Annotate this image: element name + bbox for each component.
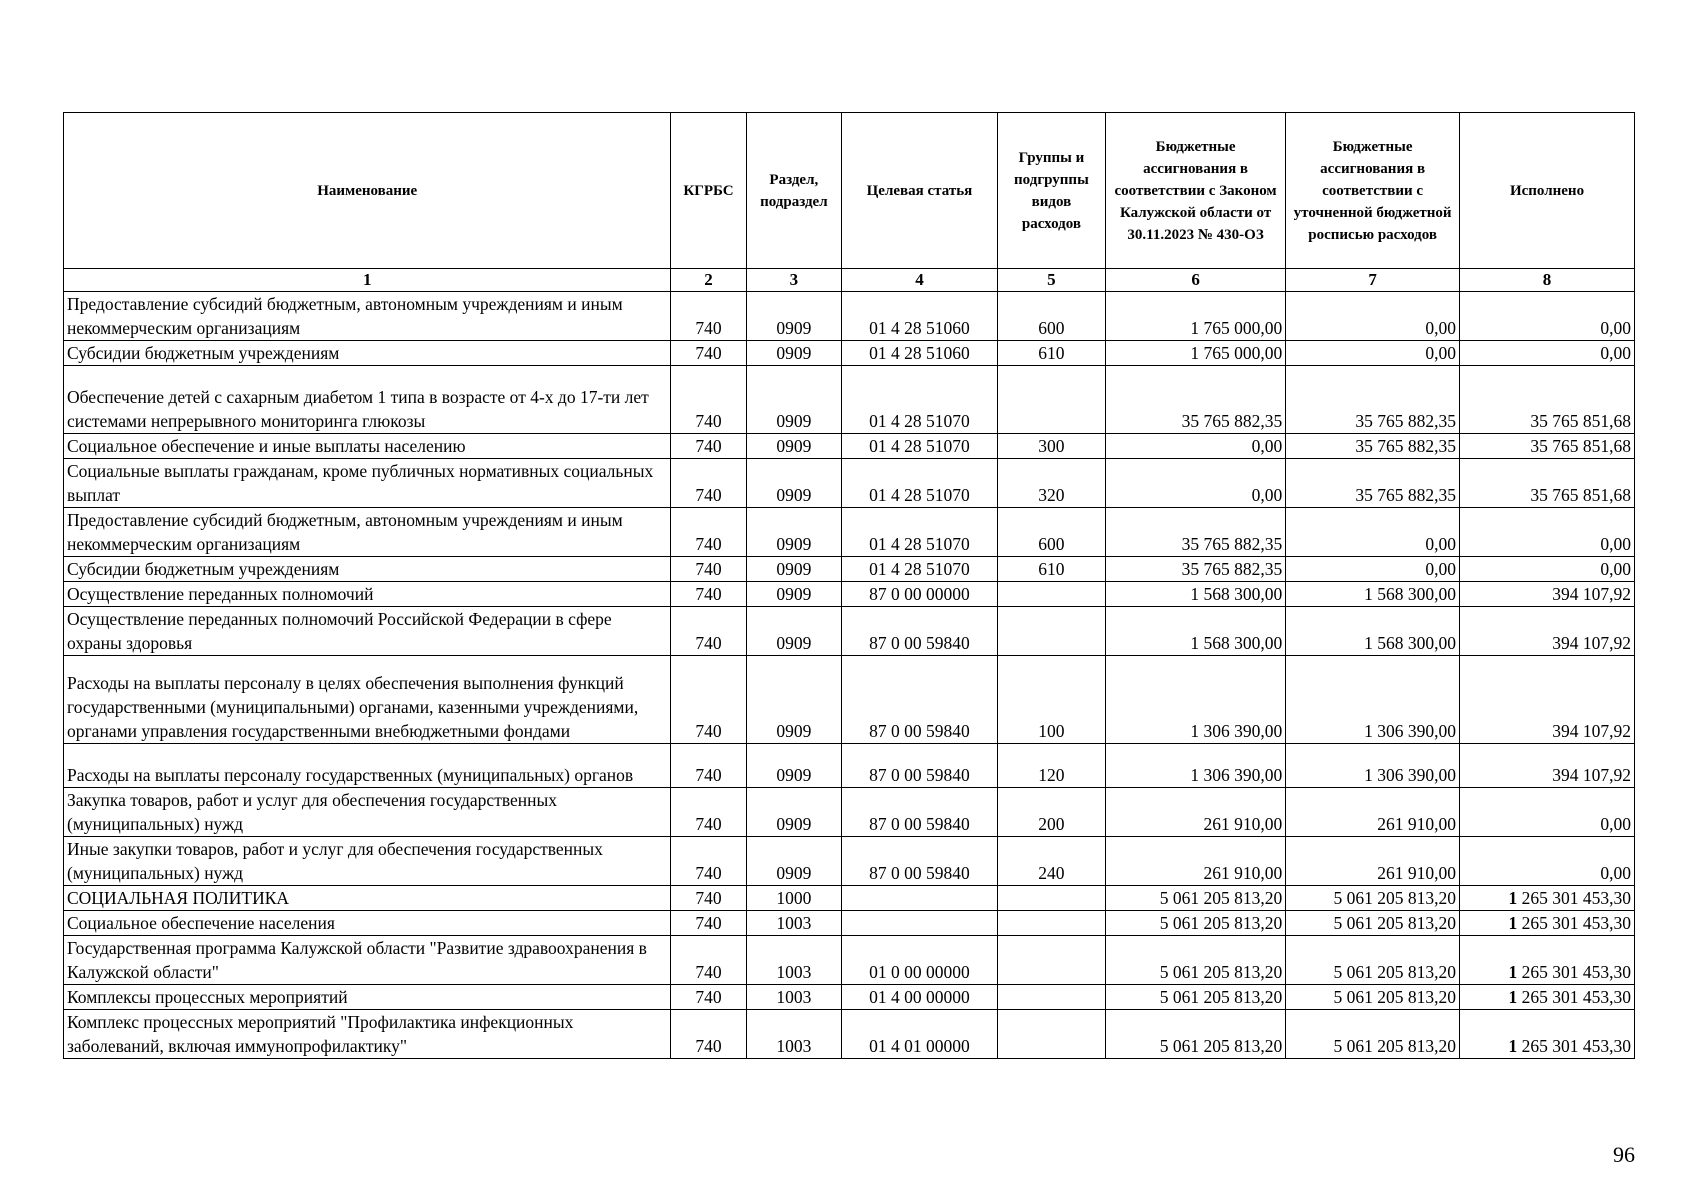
row-razdel-cell: 1003 <box>746 911 841 936</box>
row-razdel-cell: 0909 <box>746 582 841 607</box>
row-adjusted-allocation-cell: 5 061 205 813,20 <box>1286 1010 1460 1059</box>
row-razdel-cell: 1003 <box>746 1010 841 1059</box>
row-adjusted-allocation-cell: 35 765 882,35 <box>1286 459 1460 508</box>
row-razdel-cell: 1000 <box>746 886 841 911</box>
row-expense-group-cell <box>997 886 1105 911</box>
row-name-cell: Предоставление субсидий бюджетным, автономным учреждениям и иным некоммерческим организациям <box>64 292 671 341</box>
row-kgrbs-cell: 740 <box>671 557 746 582</box>
row-expense-group-cell: 240 <box>997 837 1105 886</box>
row-razdel-cell: 0909 <box>746 837 841 886</box>
row-law-allocation-cell: 35 765 882,35 <box>1105 557 1285 582</box>
row-kgrbs-cell: 740 <box>671 607 746 656</box>
row-executed-cell: 35 765 851,68 <box>1460 366 1635 434</box>
row-target-article-cell: 87 0 00 59840 <box>842 656 998 744</box>
row-adjusted-allocation-cell: 261 910,00 <box>1286 837 1460 886</box>
row-adjusted-allocation-cell: 0,00 <box>1286 557 1460 582</box>
row-expense-group-cell <box>997 607 1105 656</box>
row-expense-group-cell <box>997 366 1105 434</box>
row-expense-group-cell <box>997 911 1105 936</box>
row-executed-cell: 0,00 <box>1460 292 1635 341</box>
row-target-article-cell: 01 4 28 51070 <box>842 557 998 582</box>
header-law-allocations: Бюджетные ассигнования в соответствии с Законом Калужской области от 30.11.2023 № 430-ОЗ <box>1105 113 1285 269</box>
header-razdel: Раздел, подраздел <box>746 113 841 269</box>
row-executed-cell: 0,00 <box>1460 837 1635 886</box>
row-name-cell: Комплекс процессных мероприятий "Профилактика инфекционных заболеваний, включая иммунопрофилактику" <box>64 1010 671 1059</box>
column-number-row <box>64 269 1635 292</box>
row-law-allocation-cell: 5 061 205 813,20 <box>1105 1010 1285 1059</box>
row-kgrbs-cell: 740 <box>671 788 746 837</box>
row-adjusted-allocation-cell: 0,00 <box>1286 508 1460 557</box>
row-law-allocation-cell: 261 910,00 <box>1105 837 1285 886</box>
row-kgrbs-cell: 740 <box>671 292 746 341</box>
row-adjusted-allocation-cell: 1 306 390,00 <box>1286 744 1460 788</box>
header-executed: Исполнено <box>1460 113 1635 269</box>
row-target-article-cell: 87 0 00 59840 <box>842 744 998 788</box>
row-law-allocation-cell: 0,00 <box>1105 434 1285 459</box>
row-law-allocation-cell: 5 061 205 813,20 <box>1105 911 1285 936</box>
row-target-article-cell: 01 4 28 51070 <box>842 508 998 557</box>
row-name-cell: Иные закупки товаров, работ и услуг для обеспечения государственных (муниципальных) нужд <box>64 837 671 886</box>
row-law-allocation-cell: 1 568 300,00 <box>1105 607 1285 656</box>
table-row <box>64 744 1635 788</box>
row-razdel-cell: 0909 <box>746 434 841 459</box>
row-adjusted-allocation-cell: 5 061 205 813,20 <box>1286 886 1460 911</box>
column-number: 1 <box>64 269 671 292</box>
table-row <box>64 886 1635 911</box>
row-executed-cell: 394 107,92 <box>1460 582 1635 607</box>
column-number: 6 <box>1105 269 1285 292</box>
column-number: 4 <box>842 269 998 292</box>
row-law-allocation-cell: 5 061 205 813,20 <box>1105 985 1285 1010</box>
header-kgrbs: КГРБС <box>671 113 746 269</box>
row-expense-group-cell: 120 <box>997 744 1105 788</box>
budget-table <box>63 112 1635 1059</box>
row-target-article-cell <box>842 911 998 936</box>
table-row <box>64 341 1635 366</box>
row-adjusted-allocation-cell: 0,00 <box>1286 292 1460 341</box>
row-name-cell: Субсидии бюджетным учреждениям <box>64 341 671 366</box>
row-target-article-cell: 01 4 00 00000 <box>842 985 998 1010</box>
header-name: Наименование <box>64 113 671 269</box>
row-kgrbs-cell: 740 <box>671 837 746 886</box>
row-law-allocation-cell: 1 306 390,00 <box>1105 656 1285 744</box>
row-executed-cell: 1 265 301 453,30 <box>1460 936 1635 985</box>
row-razdel-cell: 0909 <box>746 459 841 508</box>
row-name-cell: Осуществление переданных полномочий Российской Федерации в сфере охраны здоровья <box>64 607 671 656</box>
row-name-cell: Обеспечение детей с сахарным диабетом 1 типа в возрасте от 4-х до 17-ти лет системами непрерывного мониторинга глюкозы <box>64 366 671 434</box>
row-law-allocation-cell: 261 910,00 <box>1105 788 1285 837</box>
row-kgrbs-cell: 740 <box>671 341 746 366</box>
row-adjusted-allocation-cell: 261 910,00 <box>1286 788 1460 837</box>
row-kgrbs-cell: 740 <box>671 656 746 744</box>
row-target-article-cell: 87 0 00 00000 <box>842 582 998 607</box>
row-razdel-cell: 0909 <box>746 341 841 366</box>
row-target-article-cell: 01 0 00 00000 <box>842 936 998 985</box>
row-razdel-cell: 0909 <box>746 607 841 656</box>
header-expense-groups: Группы и подгруппы видов расходов <box>997 113 1105 269</box>
row-razdel-cell: 0909 <box>746 744 841 788</box>
row-kgrbs-cell: 740 <box>671 936 746 985</box>
header-target-article: Целевая статья <box>842 113 998 269</box>
row-kgrbs-cell: 740 <box>671 1010 746 1059</box>
row-kgrbs-cell: 740 <box>671 434 746 459</box>
table-row <box>64 936 1635 985</box>
row-kgrbs-cell: 740 <box>671 911 746 936</box>
row-razdel-cell: 0909 <box>746 557 841 582</box>
row-executed-cell: 0,00 <box>1460 341 1635 366</box>
row-name-cell: СОЦИАЛЬНАЯ ПОЛИТИКА <box>64 886 671 911</box>
row-target-article-cell: 01 4 01 00000 <box>842 1010 998 1059</box>
table-row <box>64 508 1635 557</box>
row-law-allocation-cell: 1 306 390,00 <box>1105 744 1285 788</box>
table-row <box>64 292 1635 341</box>
column-number: 7 <box>1286 269 1460 292</box>
table-row <box>64 459 1635 508</box>
row-expense-group-cell: 100 <box>997 656 1105 744</box>
row-executed-cell: 0,00 <box>1460 788 1635 837</box>
table-row <box>64 366 1635 434</box>
column-number: 5 <box>997 269 1105 292</box>
row-adjusted-allocation-cell: 0,00 <box>1286 341 1460 366</box>
row-executed-cell: 1 265 301 453,30 <box>1460 911 1635 936</box>
row-law-allocation-cell: 1 765 000,00 <box>1105 341 1285 366</box>
header-adjusted-allocations: Бюджетные ассигнования в соответствии с уточненной бюджетной росписью расходов <box>1286 113 1460 269</box>
table-row <box>64 607 1635 656</box>
row-target-article-cell <box>842 886 998 911</box>
row-kgrbs-cell: 740 <box>671 985 746 1010</box>
row-adjusted-allocation-cell: 1 568 300,00 <box>1286 607 1460 656</box>
row-executed-cell: 1 265 301 453,30 <box>1460 1010 1635 1059</box>
row-target-article-cell: 01 4 28 51060 <box>842 341 998 366</box>
column-number: 3 <box>746 269 841 292</box>
table-row <box>64 788 1635 837</box>
row-name-cell: Предоставление субсидий бюджетным, автономным учреждениям и иным некоммерческим организациям <box>64 508 671 557</box>
row-adjusted-allocation-cell: 5 061 205 813,20 <box>1286 985 1460 1010</box>
row-kgrbs-cell: 740 <box>671 508 746 557</box>
row-name-cell: Социальное обеспечение и иные выплаты населению <box>64 434 671 459</box>
row-executed-cell: 0,00 <box>1460 508 1635 557</box>
row-kgrbs-cell: 740 <box>671 886 746 911</box>
row-expense-group-cell: 610 <box>997 557 1105 582</box>
row-executed-cell: 394 107,92 <box>1460 607 1635 656</box>
column-number: 8 <box>1460 269 1635 292</box>
row-expense-group-cell <box>997 985 1105 1010</box>
row-executed-cell: 394 107,92 <box>1460 656 1635 744</box>
table-row <box>64 985 1635 1010</box>
row-expense-group-cell: 600 <box>997 292 1105 341</box>
row-target-article-cell: 01 4 28 51070 <box>842 459 998 508</box>
row-target-article-cell: 87 0 00 59840 <box>842 607 998 656</box>
row-razdel-cell: 0909 <box>746 508 841 557</box>
row-razdel-cell: 0909 <box>746 656 841 744</box>
row-law-allocation-cell: 0,00 <box>1105 459 1285 508</box>
table-row <box>64 434 1635 459</box>
row-target-article-cell: 01 4 28 51070 <box>842 366 998 434</box>
row-target-article-cell: 01 4 28 51070 <box>842 434 998 459</box>
row-name-cell: Осуществление переданных полномочий <box>64 582 671 607</box>
row-name-cell: Закупка товаров, работ и услуг для обеспечения государственных (муниципальных) нужд <box>64 788 671 837</box>
table-row <box>64 1010 1635 1059</box>
row-law-allocation-cell: 35 765 882,35 <box>1105 366 1285 434</box>
row-name-cell: Социальное обеспечение населения <box>64 911 671 936</box>
row-executed-cell: 394 107,92 <box>1460 744 1635 788</box>
row-law-allocation-cell: 1 568 300,00 <box>1105 582 1285 607</box>
row-razdel-cell: 0909 <box>746 292 841 341</box>
row-razdel-cell: 1003 <box>746 985 841 1010</box>
row-executed-cell: 35 765 851,68 <box>1460 434 1635 459</box>
row-name-cell: Комплексы процессных мероприятий <box>64 985 671 1010</box>
row-razdel-cell: 1003 <box>746 936 841 985</box>
column-number: 2 <box>671 269 746 292</box>
row-name-cell: Социальные выплаты гражданам, кроме публичных нормативных социальных выплат <box>64 459 671 508</box>
row-name-cell: Расходы на выплаты персоналу государственных (муниципальных) органов <box>64 744 671 788</box>
row-adjusted-allocation-cell: 35 765 882,35 <box>1286 366 1460 434</box>
row-adjusted-allocation-cell: 35 765 882,35 <box>1286 434 1460 459</box>
table-row <box>64 582 1635 607</box>
table-row <box>64 837 1635 886</box>
row-expense-group-cell: 610 <box>997 341 1105 366</box>
row-expense-group-cell <box>997 1010 1105 1059</box>
row-razdel-cell: 0909 <box>746 366 841 434</box>
row-expense-group-cell: 300 <box>997 434 1105 459</box>
row-kgrbs-cell: 740 <box>671 366 746 434</box>
row-executed-cell: 35 765 851,68 <box>1460 459 1635 508</box>
row-name-cell: Субсидии бюджетным учреждениям <box>64 557 671 582</box>
row-adjusted-allocation-cell: 1 568 300,00 <box>1286 582 1460 607</box>
row-target-article-cell: 87 0 00 59840 <box>842 837 998 886</box>
row-name-cell: Расходы на выплаты персоналу в целях обеспечения выполнения функций государственными (муниципальными) органами, казенными учреждениями, органами управления государственными внебюджетными фондами <box>64 656 671 744</box>
row-expense-group-cell: 200 <box>997 788 1105 837</box>
row-law-allocation-cell: 1 765 000,00 <box>1105 292 1285 341</box>
row-name-cell: Государственная программа Калужской области "Развитие здравоохранения в Калужской области" <box>64 936 671 985</box>
row-adjusted-allocation-cell: 5 061 205 813,20 <box>1286 911 1460 936</box>
row-expense-group-cell <box>997 936 1105 985</box>
table-row <box>64 656 1635 744</box>
row-executed-cell: 0,00 <box>1460 557 1635 582</box>
row-razdel-cell: 0909 <box>746 788 841 837</box>
row-kgrbs-cell: 740 <box>671 459 746 508</box>
row-adjusted-allocation-cell: 1 306 390,00 <box>1286 656 1460 744</box>
row-kgrbs-cell: 740 <box>671 582 746 607</box>
row-law-allocation-cell: 5 061 205 813,20 <box>1105 886 1285 911</box>
row-law-allocation-cell: 35 765 882,35 <box>1105 508 1285 557</box>
row-expense-group-cell <box>997 582 1105 607</box>
page-number: 96 <box>1613 1142 1635 1167</box>
row-target-article-cell: 87 0 00 59840 <box>842 788 998 837</box>
row-executed-cell: 1 265 301 453,30 <box>1460 985 1635 1010</box>
row-executed-cell: 1 265 301 453,30 <box>1460 886 1635 911</box>
row-target-article-cell: 01 4 28 51060 <box>842 292 998 341</box>
row-law-allocation-cell: 5 061 205 813,20 <box>1105 936 1285 985</box>
row-kgrbs-cell: 740 <box>671 744 746 788</box>
header-row <box>64 113 1635 269</box>
row-expense-group-cell: 600 <box>997 508 1105 557</box>
table-row <box>64 911 1635 936</box>
row-expense-group-cell: 320 <box>997 459 1105 508</box>
row-adjusted-allocation-cell: 5 061 205 813,20 <box>1286 936 1460 985</box>
table-row <box>64 557 1635 582</box>
